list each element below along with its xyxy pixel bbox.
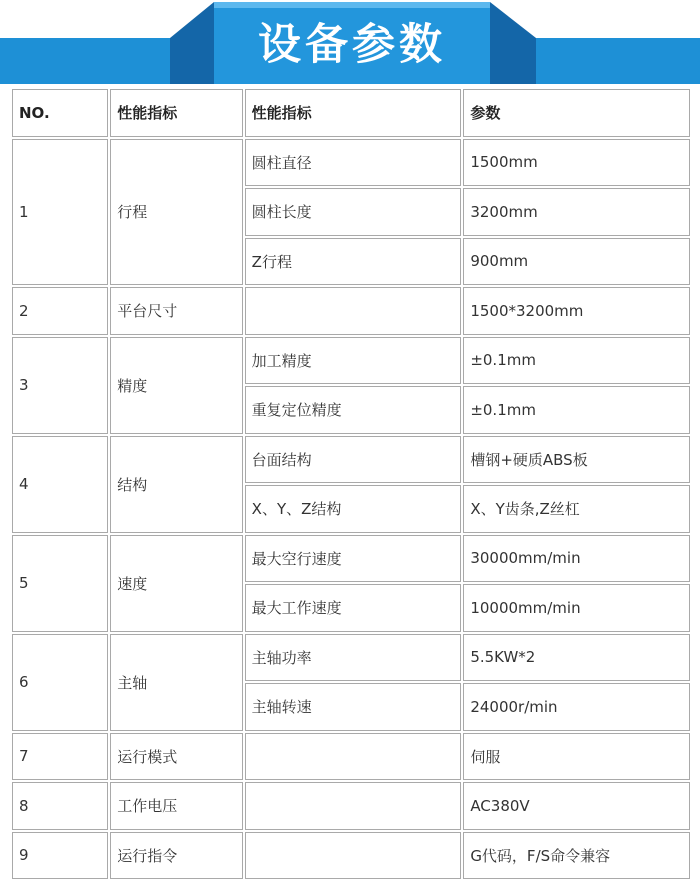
item-cell bbox=[245, 832, 462, 880]
value-cell: 1500*3200mm bbox=[463, 287, 690, 335]
row-number-cell: 2 bbox=[12, 287, 108, 335]
table-row bbox=[12, 287, 690, 335]
value-cell: 30000mm/min bbox=[463, 535, 690, 583]
category-cell: 行程 bbox=[110, 139, 242, 286]
item-cell: 圆柱直径 bbox=[245, 139, 462, 187]
header-cell-item: 性能指标 bbox=[245, 89, 462, 137]
category-cell: 运行模式 bbox=[110, 733, 242, 781]
value-cell: 5.5KW*2 bbox=[463, 634, 690, 682]
table-header-row bbox=[12, 89, 690, 137]
table-row bbox=[12, 535, 690, 583]
row-number-cell: 1 bbox=[12, 139, 108, 286]
value-cell: ±0.1mm bbox=[463, 337, 690, 385]
item-cell: Z行程 bbox=[245, 238, 462, 286]
row-number-cell: 5 bbox=[12, 535, 108, 632]
value-cell: X、Y齿条,Z丝杠 bbox=[463, 485, 690, 533]
category-cell: 速度 bbox=[110, 535, 242, 632]
value-cell: 槽钢+硬质ABS板 bbox=[463, 436, 690, 484]
item-cell: 加工精度 bbox=[245, 337, 462, 385]
item-cell: 主轴功率 bbox=[245, 634, 462, 682]
item-cell bbox=[245, 287, 462, 335]
table-row bbox=[12, 436, 690, 484]
table-row bbox=[12, 337, 690, 385]
item-cell: 最大工作速度 bbox=[245, 584, 462, 632]
item-cell bbox=[245, 733, 462, 781]
item-cell: 重复定位精度 bbox=[245, 386, 462, 434]
row-number-cell: 7 bbox=[12, 733, 108, 781]
row-number-cell: 9 bbox=[12, 832, 108, 880]
value-cell: G代码，F/S命令兼容 bbox=[463, 832, 690, 880]
item-cell: 圆柱长度 bbox=[245, 188, 462, 236]
header-cell-value: 参数 bbox=[463, 89, 690, 137]
table-row bbox=[12, 832, 690, 880]
value-cell: 1500mm bbox=[463, 139, 690, 187]
table-row bbox=[12, 634, 690, 682]
category-cell: 运行指令 bbox=[110, 832, 242, 880]
category-cell: 平台尺寸 bbox=[110, 287, 242, 335]
spec-table-body bbox=[12, 89, 690, 879]
header-cell-no: NO. bbox=[12, 89, 108, 137]
table-row bbox=[12, 782, 690, 830]
banner-title: 设备参数 bbox=[258, 20, 446, 70]
item-cell: 最大空行速度 bbox=[245, 535, 462, 583]
value-cell: 3200mm bbox=[463, 188, 690, 236]
item-cell: X、Y、Z结构 bbox=[245, 485, 462, 533]
value-cell: 伺服 bbox=[463, 733, 690, 781]
table-row bbox=[12, 139, 690, 187]
value-cell: 24000r/min bbox=[463, 683, 690, 731]
item-cell: 台面结构 bbox=[245, 436, 462, 484]
table-row bbox=[12, 733, 690, 781]
row-number-cell: 8 bbox=[12, 782, 108, 830]
category-cell: 结构 bbox=[110, 436, 242, 533]
spec-table bbox=[10, 87, 692, 881]
value-cell: 900mm bbox=[463, 238, 690, 286]
category-cell: 工作电压 bbox=[110, 782, 242, 830]
value-cell: ±0.1mm bbox=[463, 386, 690, 434]
value-cell: AC380V bbox=[463, 782, 690, 830]
row-number-cell: 6 bbox=[12, 634, 108, 731]
row-number-cell: 3 bbox=[12, 337, 108, 434]
section-banner bbox=[0, 0, 700, 88]
header-cell-category: 性能指标 bbox=[110, 89, 242, 137]
category-cell: 主轴 bbox=[110, 634, 242, 731]
item-cell: 主轴转速 bbox=[245, 683, 462, 731]
category-cell: 精度 bbox=[110, 337, 242, 434]
item-cell bbox=[245, 782, 462, 830]
value-cell: 10000mm/min bbox=[463, 584, 690, 632]
row-number-cell: 4 bbox=[12, 436, 108, 533]
